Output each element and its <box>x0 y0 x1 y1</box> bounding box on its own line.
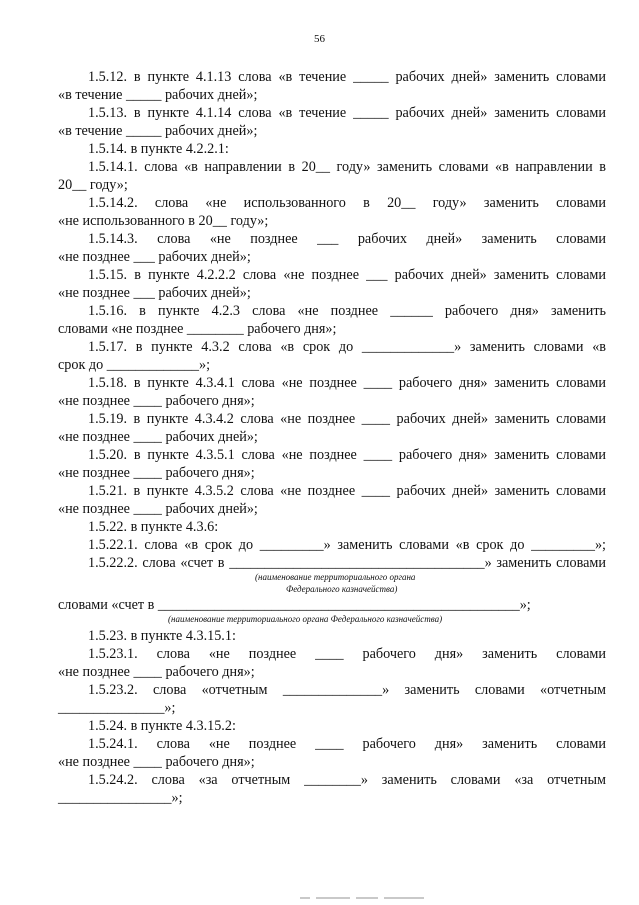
text-line: «не позднее ____ рабочего дня»; <box>58 664 255 680</box>
text-line: 1.5.23.2. слова «отчетным ______________» заменить словами «отчетным <box>88 682 606 698</box>
text-line: 1.5.14. в пункте 4.2.2.1: <box>88 141 229 157</box>
scan-footer-mark <box>300 893 480 901</box>
text-line: «не позднее ____ рабочего дня»; <box>58 465 255 481</box>
text-line: 1.5.16. в пункте 4.2.3 слова «не позднее ______ рабочего дня» заменить <box>88 303 606 319</box>
text-line: 1.5.18. в пункте 4.3.4.1 слова «не позднее ____ рабочего дня» заменить словами <box>88 375 606 391</box>
text-line: 20__ году»; <box>58 177 128 193</box>
text-line: 1.5.22. в пункте 4.3.6: <box>88 519 219 535</box>
text-line: «не позднее ___ рабочих дней»; <box>58 249 251 265</box>
text-line: 1.5.17. в пункте 4.3.2 слова «в срок до _____________» заменить словами «в <box>88 339 606 355</box>
text-line: 1.5.23.1. слова «не позднее ____ рабочего дня» заменить словами <box>88 646 606 662</box>
field-caption: (наименование территориального органа <box>255 572 416 582</box>
text-line: 1.5.14.1. слова «в направлении в 20__ году» заменить словами «в направлении в <box>88 159 606 175</box>
text-line: 1.5.15. в пункте 4.2.2.2 слова «не позднее ___ рабочих дней» заменить словами <box>88 267 606 283</box>
text-line: «в течение _____ рабочих дней»; <box>58 123 258 139</box>
field-caption: (наименование территориального органа Федерального казначейства) <box>168 614 443 624</box>
field-caption: Федерального казначейства) <box>286 584 398 594</box>
text-line: 1.5.21. в пункте 4.3.5.2 слова «не позднее ____ рабочих дней» заменить словами <box>88 483 606 499</box>
text-line: 1.5.14.3. слова «не позднее ___ рабочих дней» заменить словами <box>88 231 606 247</box>
text-line: 1.5.24.2. слова «за отчетным ________» заменить словами «за отчетным <box>88 772 606 788</box>
text-line: 1.5.14.2. слова «не использованного в 20__ году» заменить словами <box>88 195 606 211</box>
text-line: ________________»; <box>58 790 183 806</box>
text-line: 1.5.22.2. слова «счет в ____________________________________» заменить словами <box>88 555 606 571</box>
page-number: 56 <box>314 33 325 45</box>
text-line: словами «не позднее ________ рабочего дня»; <box>58 321 337 337</box>
text-line: 1.5.23. в пункте 4.3.15.1: <box>88 628 236 644</box>
text-line: «не использованного в 20__ году»; <box>58 213 269 229</box>
text-line: срок до _____________»; <box>58 357 211 373</box>
text-line: «не позднее ____ рабочего дня»; <box>58 754 255 770</box>
text-line: 1.5.24.1. слова «не позднее ____ рабочего дня» заменить словами <box>88 736 606 752</box>
text-line: _______________»; <box>58 700 176 716</box>
text-line: «в течение _____ рабочих дней»; <box>58 87 258 103</box>
text-line: 1.5.22.1. слова «в срок до _________» заменить словами «в срок до _________»; <box>88 537 606 553</box>
text-line: «не позднее ____ рабочих дней»; <box>58 501 258 517</box>
text-line: 1.5.20. в пункте 4.3.5.1 слова «не позднее ____ рабочего дня» заменить словами <box>88 447 606 463</box>
text-line: «не позднее ___ рабочих дней»; <box>58 285 251 301</box>
text-line: словами «счет в ___________________________________________________»; <box>58 597 531 613</box>
text-line: «не позднее ____ рабочих дней»; <box>58 429 258 445</box>
text-line: 1.5.13. в пункте 4.1.14 слова «в течение _____ рабочих дней» заменить словами <box>88 105 606 121</box>
text-line: 1.5.24. в пункте 4.3.15.2: <box>88 718 236 734</box>
text-line: «не позднее ____ рабочего дня»; <box>58 393 255 409</box>
text-line: 1.5.19. в пункте 4.3.4.2 слова «не позднее ____ рабочих дней» заменить словами <box>88 411 606 427</box>
text-line: 1.5.12. в пункте 4.1.13 слова «в течение _____ рабочих дней» заменить словами <box>88 69 606 85</box>
